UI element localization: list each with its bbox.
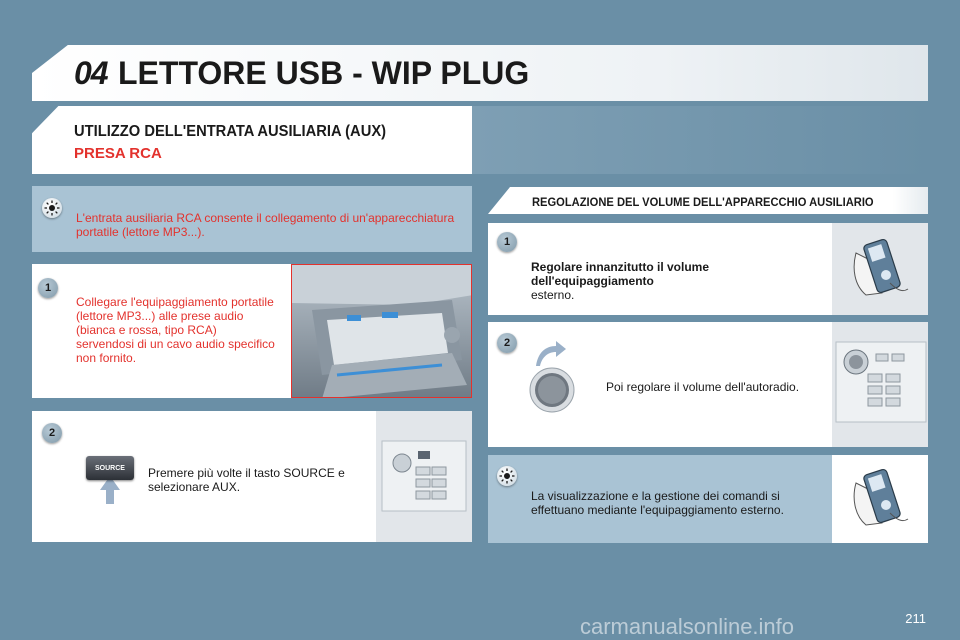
right-step1-text-rest: esterno.: [531, 288, 575, 302]
watermark: carmanualsonline.info: [580, 614, 795, 639]
mp3-player-image: [832, 455, 928, 543]
page-number: 211: [905, 611, 926, 626]
left-step2-text: Premere più volte il tasto SOURCE e selezionare AUX.: [148, 466, 345, 494]
step-badge: 2: [42, 423, 62, 443]
right-step1-text: [531, 260, 821, 302]
step-badge: 2: [497, 333, 517, 353]
mp3-player-image: [832, 223, 928, 315]
section-subtitle: PRESA RCA: [74, 145, 162, 162]
chapter-title: LETTORE USB - WIP PLUG: [118, 55, 530, 91]
right-step2-text: Poi regolare il volume dell'autoradio.: [606, 380, 800, 394]
radio-panel-image: [832, 322, 928, 447]
volume-knob-icon: [528, 366, 576, 414]
step-badge: 1: [497, 232, 517, 252]
right-info-text: La visualizzazione e la gestione dei comandi si effettuano mediante l'equipaggiamento esterno.: [531, 489, 784, 517]
right-step1-text-bold: Regolare innanzitutto il volume dell'equipaggiamento: [531, 260, 710, 288]
source-button: SOURCE: [86, 456, 134, 480]
section-right-band: [472, 106, 928, 174]
chapter-number: 04: [74, 55, 108, 91]
step-badge: 1: [38, 278, 58, 298]
lightbulb-icon: [42, 198, 62, 218]
left-step1-text: Collegare l'equipaggiamento portatile (lettore MP3...) alle prese audio (bianca e rossa, tipo RCA) servendosi di un cavo audio specifico non fornito.: [76, 295, 275, 365]
rotate-arrow-icon: [532, 338, 568, 368]
radio-panel-image: [376, 411, 472, 542]
left-info-text: L'entrata ausiliaria RCA consente il collegamento di un'apparecchiatura portatile (lettore MP3...).: [76, 211, 455, 239]
section-title: UTILIZZO DELL'ENTRATA AUSILIARIA (AUX): [74, 123, 387, 140]
right-header: REGOLAZIONE DEL VOLUME DELL'APPARECCHIO AUSILIARIO: [532, 195, 874, 209]
glovebox-photo: [291, 264, 472, 398]
lightbulb-icon: [497, 466, 517, 486]
